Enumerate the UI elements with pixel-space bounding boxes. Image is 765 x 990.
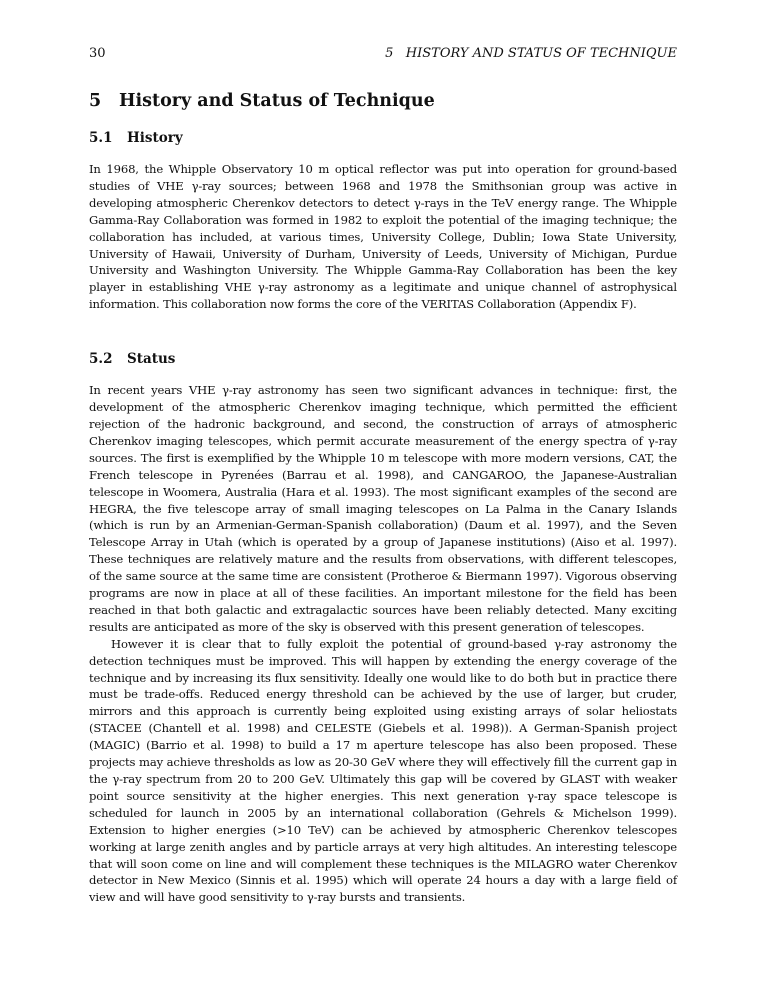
section-title: History and Status of Technique	[119, 91, 435, 111]
subsection-title: History	[127, 130, 183, 146]
subsection-number: 5.1	[89, 130, 113, 146]
subsection-title: Status	[127, 351, 176, 368]
subsection-heading-history	[89, 129, 677, 147]
section-spacer	[89, 313, 677, 333]
status-paragraph-1: In recent years VHE γ-ray astronomy has seen two significant advances in technique: first, the development of the atmospheric Cherenkov imaging technique, which permitted the efficient rejection of the hadronic background, and second, the construction of arrays of atmospheric Cherenkov imaging telescopes, which permit accurate measurement of the energy spectra of γ-ray sources. The first is exemplified by the Whipple 10 m telescope with more modern versions, CAT, the French telescope in Pyrenées (Barrau et al. 1998), and CANGAROO, the Japanese-Australian telescope in Woomera, Australia (Hara et al. 1993). The most significant examples of the second are HEGRA, the five telescope array of small imaging telescopes on La Palma in the Canary Islands (which is run by an Armenian-German-Spanish collaboration) (Daum et al. 1997), and the Seven Telescope Array in Utah (which is operated by a group of Japanese institutions) (Aiso et al. 1997). These techniques are relatively mature and the results from observations, with different telescopes, of the same source at the same time are consistent (Protheroe & Biermann 1997). Vigorous observing programs are now in place at all of these facilities. An important milestone for the field has been reached in that both galactic and extragalactic sources have been reliably detected. Many exciting results are anticipated as more of the sky is observed with this present generation of telescopes.	[89, 383, 677, 634]
page	[89, 44, 677, 906]
history-paragraph: In 1968, the Whipple Observatory 10 m optical reflector was put into operation for ground-based studies of VHE γ-ray sources; between 1968 and 1978 the Smithsonian group was active in developing atmospheric Cherenkov detectors to detect γ-rays in the TeV energy range. The Whipple Gamma-Ray Collaboration was formed in 1982 to exploit the potential of the imaging technique; the collaboration has included, at various times, University College, Dublin; Iowa State University, University of Hawaii, University of Durham, University of Leeds, University of Michigan, Purdue University and Washington University. The Whipple Gamma-Ray Collaboration has been the key player in establishing VHE γ-ray astronomy as a legitimate and unique channel of astrophysical information. This collaboration now forms the core of the VERITAS Collaboration (Appendix F).	[89, 162, 677, 312]
status-paragraph-2: However it is clear that to fully exploit the potential of ground-based γ-ray astronomy the detection techniques must be improved. This will happen by extending the energy coverage of the technique and by increasing its flux sensitivity. Ideally one would like to do both but in practice there must be trade-offs. Reduced energy threshold can be achieved by the use of larger, but cruder, mirrors and this approach is currently being exploited using existing arrays of solar heliostats (STACEE (Chantell et al. 1998) and CELESTE (Giebels et al. 1998)). A German-Spanish project (MAGIC) (Barrio et al. 1998) to build a 17 m aperture telescope has also been proposed. These projects may achieve thresholds as low as 20-30 GeV where they will effectively fill the current gap in the γ-ray spectrum from 20 to 200 GeV. Ultimately this gap will be covered by GLAST with weaker point source sensitivity at the higher energies. This next generation γ-ray space telescope is scheduled for launch in 2005 by an international collaboration (Gehrels & Michelson 1999). Extension to higher energies (>10 TeV) can be achieved by atmospheric Cherenkov telescopes working at large zenith angles and by particle arrays at very high altitudes. An interesting telescope that will soon come on line and will complement these techniques is the MILAGRO water Cherenkov detector in New Mexico (Sinnis et al. 1995) which will operate 24 hours a day with a large field of view and will have good sensitivity to γ-ray bursts and transients.	[89, 636, 677, 905]
subsection-number: 5.2	[89, 351, 113, 368]
running-header	[89, 44, 677, 64]
section-heading	[89, 90, 677, 112]
page-number: 30	[89, 46, 106, 61]
section-number: 5	[89, 91, 102, 111]
running-title: 5 HISTORY AND STATUS OF TECHNIQUE	[385, 46, 677, 61]
subsection-heading-status	[89, 350, 677, 368]
